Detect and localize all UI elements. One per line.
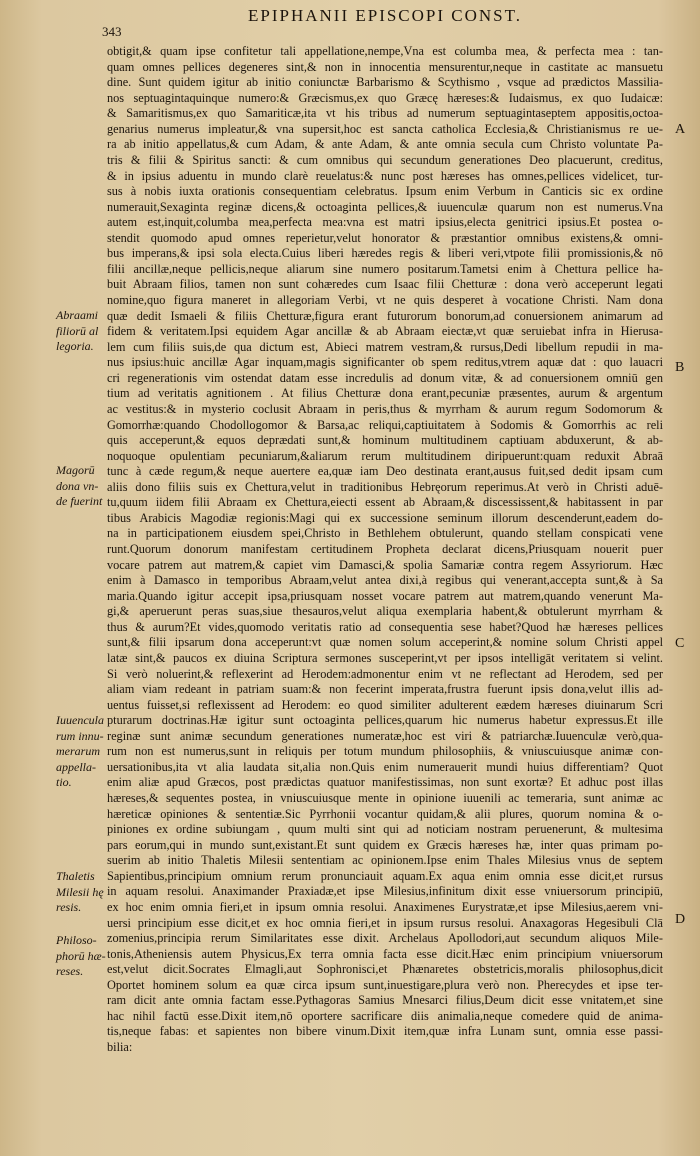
margin-note-line: Thaletis: [56, 869, 95, 883]
section-letter-b: B: [675, 360, 685, 375]
running-head: EPIPHANII EPISCOPI CONST.: [248, 6, 523, 25]
text-line: uersi principium esse dicit,et ex hoc omnia fieri,et in ipsum rursus resolui. Anaxagoras Hegesibuli Clā: [107, 915, 663, 930]
body-text: [107, 44, 663, 1056]
text-line: maria.Quando igitur accepit ipsa,priusquam nosset vocare patrem aut matrem,quando venerunt Ma-: [107, 588, 663, 603]
text-line: uentus fuisset,si reflexissent ad Herodem: eo quod similiter adulterent eædem hæreses diuinarum Scri: [107, 697, 663, 712]
text-line: rum non est numerus,sunt in reliquis per totum mundum philosophiis, & vniuscuiusque animæ con-: [107, 744, 663, 759]
text-line: nus ipsius:huic ancillæ Agar inquam,magis significanter ob spem reditus,vtrem aquæ dat : quo lauacri: [107, 355, 663, 370]
margin-note-line: Milesii hę: [56, 884, 104, 899]
text-line: gi,& aperuerunt peras suas,siue thesauros,velut aliqua exemplaria habent,& obtulerunt myrrham &: [107, 604, 663, 619]
text-line: fidem & veritatem.Ipsi equidem Agar ancillæ & ab Abraam eiectæ,vt quæ seruiebat infra in Hierusa-: [107, 324, 663, 339]
text-line: numerauit,Sexaginta reginæ dicens,& octoaginta pellices,& iuuenculæ quarum non est numerus.Vna: [107, 199, 663, 214]
margin-note-line: rum innu-: [56, 728, 104, 743]
text-line: cri regenerationis vim ostendat datam esse incredulis ad donum vitæ, & ad conuersionem omniū gen: [107, 370, 663, 385]
text-line: ex hoc enim omnia fieri,et in ipsum omnia resolui. Anaximenes Eurystratæ,et ipse Milesius,aerem vni-: [107, 899, 663, 914]
margin-note-magorum-dona: [56, 463, 106, 510]
text-line: vocare patrem aut matrem,& capiet vim Damasci,& spolia Samariæ contra regem Assyriorum. Hæc: [107, 557, 663, 572]
text-line: filii ancillæ,neque pellicis,neque aliarum sine numero positarum.Tametsi enim à Chettura pellice ha-: [107, 261, 663, 276]
margin-note-line: appella-: [56, 759, 96, 774]
margin-note-iuuencularum: [56, 713, 106, 791]
text-line: pars eorum,qui in mundo sunt,existant.Et sunt quidem ex Græcis hæreses hæ, inter quas primam po-: [107, 837, 663, 852]
text-line: est,velut dicit.Socrates Elmagli,aut Sophronisci,et Phænaretes obstetricis,moralis philosophus,dicit: [107, 962, 663, 977]
margin-note-line: legoria.: [56, 339, 94, 354]
text-line: genarius numerus impleatur,& vna supersit,hoc est sancta catholica Ecclesia,& Christianismus re ue-: [107, 121, 663, 136]
text-line: Oportet hominem solum ea quæ circa ipsum sunt,inuestigare,plura verò non. Pherecydes et ipse ter-: [107, 977, 663, 992]
margin-note-line: de fuerint: [56, 494, 103, 509]
margin-note-line: Philoso-: [56, 933, 97, 947]
text-line: ram dicit ante omnia factam esse.Pythagoras Samius Mnesarci filius,Deum dicit esse vnitatem,et sine: [107, 993, 663, 1008]
text-line: ac vestitus:& in mysterio coclusit Abraam in peris,thus & myrrham & aurum regum Sodomorum &: [107, 401, 663, 416]
margin-note-line: filiorū al: [56, 323, 99, 338]
text-line: sus à nobis iuxta orationis consequentiam celebratus. Ipsum enim Verbum in Canticis sic ex ordine: [107, 184, 663, 199]
margin-note-line: dona vn-: [56, 478, 99, 493]
text-line: hæreticæ opiniones & sententiæ.Sic Pyrrhonii vocantur quidam,& alii plures, quorum nomina & o-: [107, 806, 663, 821]
text-line: tris & filii & Spiritus sancti: & cum omnibus qui secundum generationes Deo placuerunt, creditus,: [107, 152, 663, 167]
margin-note-line: resis.: [56, 900, 82, 915]
text-line: aliam viam redeant in patriam suam:& non fecerint imperata,frustra fuerunt ipsis dona,velut illis ad-: [107, 682, 663, 697]
text-line: nomine,quo figura maneret in allegoriam Verbi, vt ne quis desperet à vocatione Christi. Nam dona: [107, 293, 663, 307]
text-line: bilia:: [107, 1040, 133, 1054]
page-header: [100, 4, 660, 40]
margin-note-thaletis-haeresis: [56, 869, 106, 916]
text-line: lem cum filiis suis,de qua dictum est, Abieci matrem vestram,& rursus,Dedi libellum repudii in ma-: [107, 339, 663, 354]
text-line: quam omnes pellices degeneres sint,& non in innocentia mensurentur,neque in castitate ac mansuetu: [107, 59, 663, 74]
margin-note-line: phorū hæ-: [56, 948, 106, 963]
text-line: quis acceperunt,& equos deprædati sunt,& hominum multitudinem captiuam abduxerunt, & ab-: [107, 433, 663, 448]
margin-note-line: reses.: [56, 964, 84, 979]
margin-note-line: Iuuencula: [56, 713, 104, 727]
text-line: piniones ex ordine subiungam , quum multi sint qui ad noticiam nostram peruenerunt, & multesima: [107, 822, 663, 837]
text-line: ra ab initio appellatus,& cum Adam, & ante Adam, & ante omnia secula cum Christo voluntate Pa-: [107, 137, 663, 152]
text-line: & Samaritismus,ex quo Samariticæ,ita vt his tribus ad numerum septuagintaseptem appositis,octoa-: [107, 106, 663, 121]
margin-note-abraami-filiorum: [56, 308, 106, 355]
text-line: tu,quum iidem filii Abraam ex Chettura,eiecti essent ab Abraam,& discessissent,& habitassent in par: [107, 495, 663, 510]
text-line: uersationibus,ita vt alia laudata sit,alia non.Quis enim numerauerit mundi huius differentiam? Quot: [107, 759, 663, 774]
text-line: dine. Sunt quidem igitur ab initio coniunctæ Barbarismo & Scythismo , vsque ad prædictos Massilia-: [107, 75, 663, 90]
text-line: suerim ab initio Thaletis Milesii sententiam ac opinionem.Ipse enim Thales Milesius vnus de septem: [107, 853, 663, 868]
text-line: pturarum doctrinas.Hæ igitur sunt octoaginta pellices,quarum hic numerus habetur expressus.Et ille: [107, 713, 663, 728]
text-line: tium ad veritatis agnitionem . At filius Chetturæ dona erant,pecuniæ præsentes, aurum & argentum: [107, 386, 663, 401]
text-line: enim à Damasco in temporibus Abraam,velut antea dixi,à regibus qui venerant,accepta sunt,& à Sa: [107, 573, 663, 588]
text-line: buit Abraam filios, tamen non sunt cohæredes cum Isaac filii Chetturæ : dona verò acceperunt legati: [107, 277, 663, 292]
text-line: enim aliæ apud Græcos, post prædictas quatuor manifestissimas, non sunt exortæ? Et adhuc post illas: [107, 775, 663, 790]
margin-note-line: tio.: [56, 775, 72, 790]
text-line: Si verò noluerint,& reflexerint ad Herodem:admonentur enim vt ne reflectant ad Herodem, sed per: [107, 666, 663, 681]
text-line: obtigit,& quam ipse confitetur tali appellatione,nempe,Vna est columba mea, & perfecta mea : tan-: [107, 44, 663, 58]
text-line: na in participationem eiusdem spei,Christo in Bethlehem obtulerunt, quando stellam conspicati vene: [107, 526, 663, 541]
section-letter-c: C: [675, 636, 685, 651]
text-line: sunt,& filii ipsarum dona acceperunt:vt quæ nomen solum acceperint,& nomine solum Christi appel: [107, 635, 663, 650]
text-line: & in ipsius aduentu in mundo clarè reuelatus:& nunc post hæreses has omnes,pellices videlicet, tur-: [107, 168, 663, 183]
section-letter-a: A: [675, 122, 686, 137]
text-line: tis,neque fabas: et sapientes non bibere vinum.Dixit item,quæ infra Lunam sunt, omnia esse passi-: [107, 1024, 663, 1039]
margin-note-line: Magorū: [56, 463, 95, 477]
text-line: stendit quomodo apud omnes reperietur,velut honorator & præstantior omnibus existens,& omni-: [107, 230, 663, 245]
text-line: tonis,Atheniensis autem Physicus,Ex terra omnia facta esse dicit.Hæc enim principium vniuersorum: [107, 946, 663, 961]
text-line: autem est,inquit,columba mea,perfecta mea:vna est matri ipsius,electa genitrici ipsius.Et postea o-: [107, 215, 663, 230]
text-line: nos septuagintaquinque numero:& Græcismus,ex quo Græcę hæreses:& Iudaismus, ex quo Iudaicæ:: [107, 90, 663, 105]
margin-note-line: Abraami: [56, 308, 98, 322]
text-line: zomenius,principia rerum Similaritates esse dixit. Archelaus Apollodori,aut secundum aliquos Mile-: [107, 931, 663, 946]
margin-note-philosophorum-haereses: [56, 933, 106, 980]
margin-note-line: merarum: [56, 744, 100, 759]
text-line: tunc à cæde regum,& neque auertere ea,quæ iam Deo destinata erant,ausus fuit,sed dedit ipsam cum: [107, 464, 663, 479]
text-line: reginæ sunt animæ secundum generationes numeratæ,hoc est viri & patriarchæ.Iuuenculæ verò,qua-: [107, 728, 663, 743]
text-line: latæ sint,& paucos ex diuina Scriptura sermones susceperint,vt per ipsos intelligāt veritatem si velint.: [107, 650, 663, 665]
text-line: hac nihil factū esse.Dixit item,nō oportere sacrificare diis animalia,neque comedere quid de anima-: [107, 1008, 663, 1023]
text-line: Sapientibus,principium omnium rerum pronunciauit aquam.Ex aqua enim omnia esse dicit,et rursus: [107, 868, 663, 883]
text-line: noquoque opulentiam pecuniarum,&aliarum rerum multitudinem diripuerunt:quam reduxit Abraā: [107, 448, 663, 463]
section-letter-d: D: [675, 912, 686, 927]
page-number: 343: [102, 24, 122, 39]
text-line: aliis dono filiis suis ex Chettura,velut in traditionibus Hebręorum reperimus.At verò in Christi aduē-: [107, 479, 663, 494]
text-line: quæ dedit Ismaeli & filiis Chetturæ,figura erant futurorum bonorum,ad conuersionem animarum ad: [107, 308, 663, 323]
text-line: tibus Arabicis Magodiæ regionis:Magi qui ex successione seminum illorum descenderunt,eadem do-: [107, 510, 663, 525]
text-line: runt.Quorum donorum manifestam certitudinem Propheta declarat dicens,Priusquam nouerit puer: [107, 542, 663, 556]
text-line: bus imperans,& ipsi sola electa.Cuius liberi hæredes regis & liberi veri,vtpote filii promissionis,& nō: [107, 246, 663, 261]
text-line: Gomorrhæ:quando Chodollogomor & Barsa,ac reliqui,captiuitatem à Sodomis & Gomorrhis ac reli: [107, 417, 663, 432]
text-line: hæreses,& sequentes postea, in vniuscuiusque mente in opinione iuuenili ac temeraria, sunt animæ ac: [107, 791, 663, 805]
text-line: thus & aurum?Et vides,quomodo veritatis ratio ad consequentia sese habet?Quod hæ hæreses pellices: [107, 619, 663, 634]
text-line: in aquam resolui. Anaximander Praxiadæ,et ipse Milesius,infinitum dixit esse vniuersorum principiū,: [107, 884, 663, 899]
